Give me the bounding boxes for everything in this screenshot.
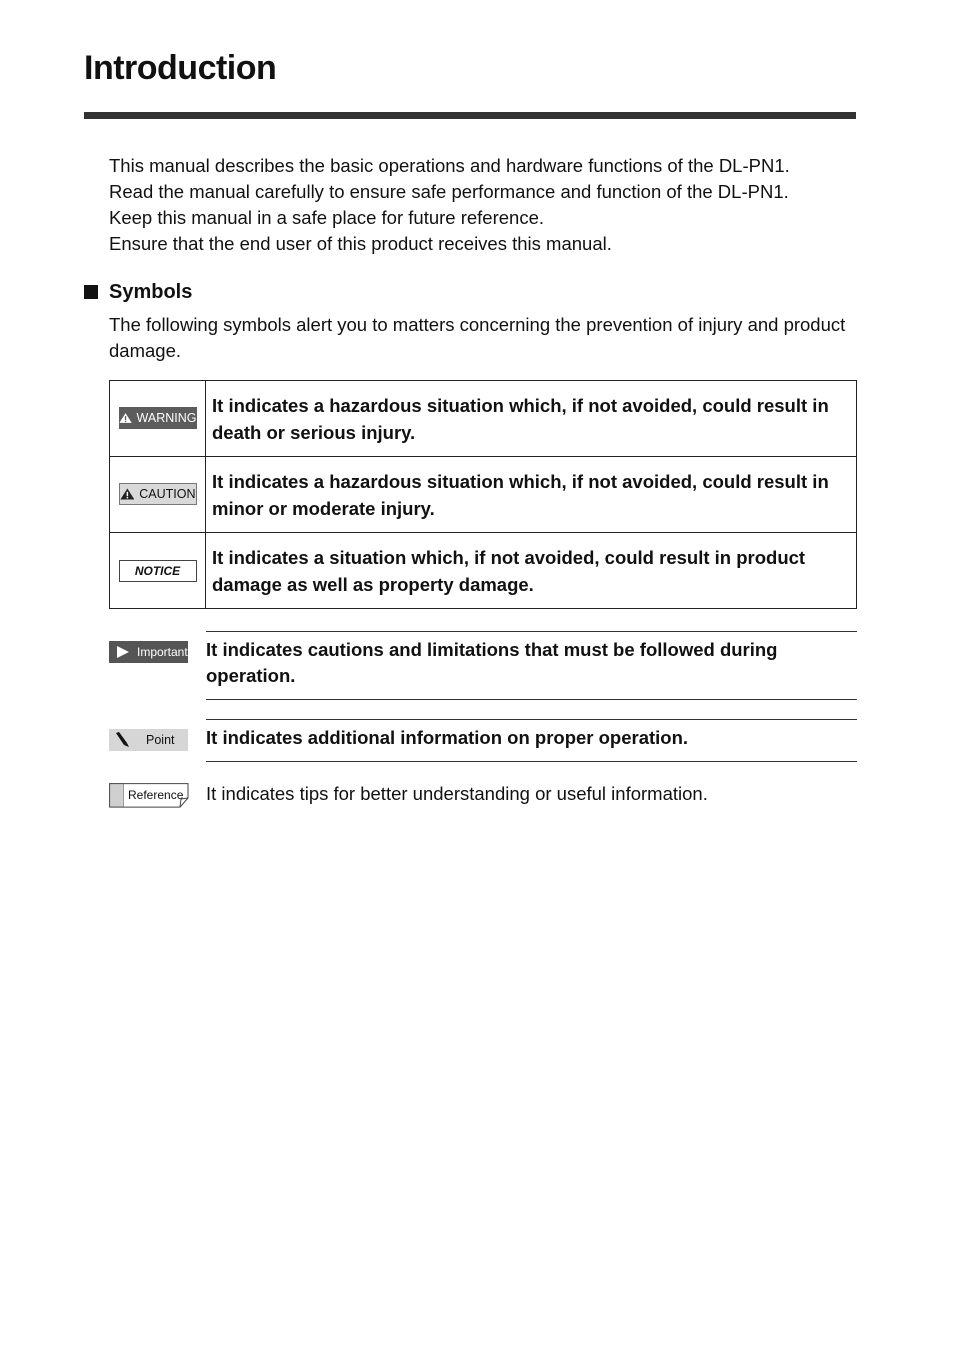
table-row: [110, 533, 857, 609]
divider: [206, 719, 857, 720]
square-bullet-icon: [84, 285, 98, 299]
important-badge-wrap: [109, 641, 188, 663]
point-badge: [109, 729, 188, 751]
reference-description: It indicates tips for better understanding or useful information.: [206, 783, 708, 804]
point-row: [109, 719, 857, 763]
table-icon-cell: [110, 457, 206, 533]
caution-badge-label: CAUTION: [139, 486, 196, 501]
divider: [206, 631, 857, 632]
symbols-heading: [84, 279, 192, 305]
notice-badge-label: NOTICE: [134, 563, 181, 578]
table-row: [110, 381, 857, 457]
warning-badge-label: WARNING: [136, 410, 197, 425]
divider: [206, 699, 857, 700]
caution-description: It indicates a hazardous situation which, if not avoided, could result in minor or moderate injury.: [206, 457, 857, 533]
warning-description: It indicates a hazardous situation which, if not avoided, could result in death or serious injury.: [206, 381, 857, 457]
table-icon-cell: [110, 533, 206, 609]
symbols-table: [109, 380, 857, 609]
intro-line: Read the manual carefully to ensure safe performance and function of the DL-PN1.: [109, 181, 789, 202]
page-title: Introduction: [84, 49, 277, 87]
important-badge-label: Important: [137, 645, 188, 659]
caution-triangle-icon: [120, 486, 135, 502]
play-arrow-icon: [117, 646, 129, 658]
caution-badge: [119, 483, 197, 505]
intro-line: This manual describes the basic operations and hardware functions of the DL-PN1.: [109, 155, 790, 176]
reference-row: [109, 780, 857, 810]
warning-badge: [119, 407, 197, 429]
important-description: It indicates cautions and limitations that must be followed during operation.: [206, 639, 778, 686]
warning-triangle-icon: [119, 410, 132, 426]
reference-badge-label: Reference: [128, 788, 184, 802]
point-description: It indicates additional information on proper operation.: [206, 727, 689, 748]
symbols-heading-text: Symbols: [109, 281, 193, 303]
point-badge-wrap: [109, 729, 188, 753]
intro-text: [109, 153, 869, 257]
important-row: [109, 631, 857, 701]
notice-badge: [119, 560, 197, 582]
title-rule: [84, 112, 856, 119]
divider: [206, 761, 857, 762]
notice-description: It indicates a situation which, if not avoided, could result in product damage as well as property damage.: [206, 533, 857, 609]
important-badge: [109, 641, 188, 663]
table-icon-cell: [110, 381, 206, 457]
table-row: [110, 457, 857, 533]
intro-line: Keep this manual in a safe place for future reference.: [109, 207, 545, 228]
pencil-icon: [115, 732, 131, 748]
intro-line: Ensure that the end user of this product receives this manual.: [109, 233, 612, 254]
symbols-description: The following symbols alert you to matters concerning the prevention of injury and product damage.: [109, 314, 846, 361]
point-badge-label: Point: [146, 733, 175, 747]
